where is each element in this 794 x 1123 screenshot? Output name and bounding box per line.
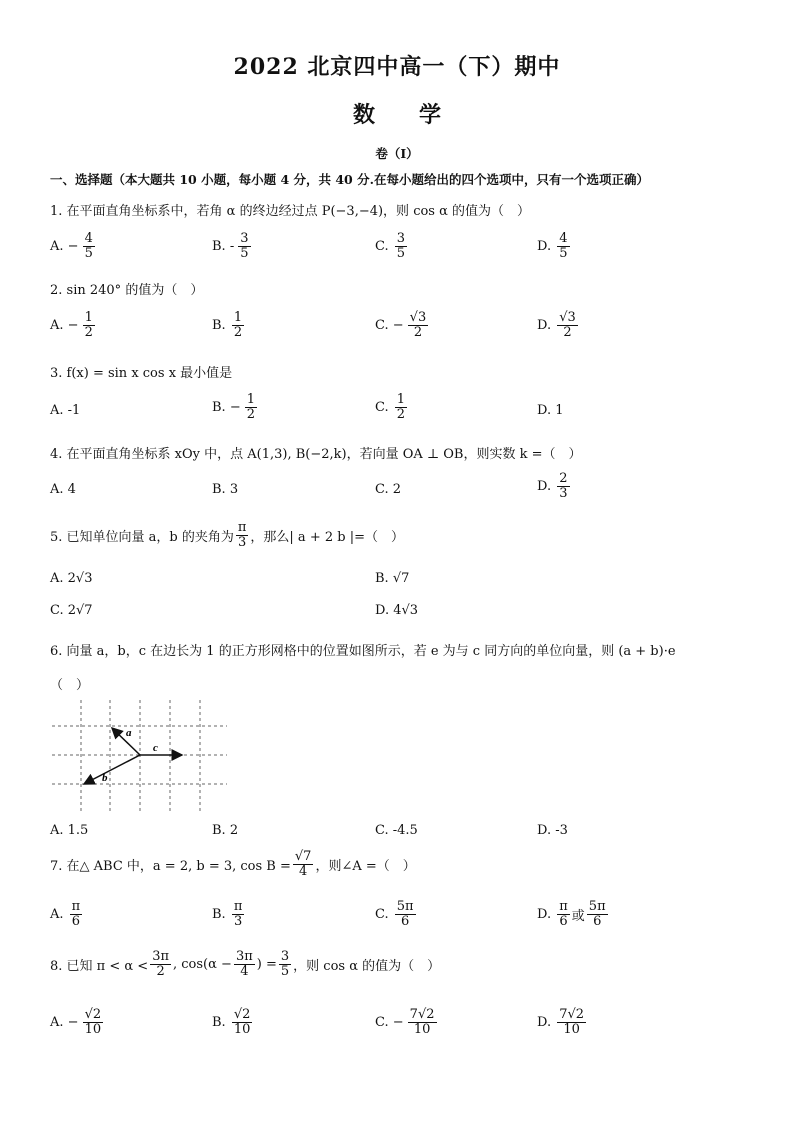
vector-b-arrow	[84, 755, 140, 784]
q5-option-d[interactable]: D. 4√3	[375, 603, 419, 618]
q8-option-c[interactable]: C. − $\frac{7√2}{10}$	[375, 1007, 435, 1037]
q2-option-d[interactable]: D. $\frac{√3}{2}$	[537, 310, 576, 340]
vector-grid-figure	[52, 700, 232, 815]
section-heading: 一、选择题（本大题共 10 小题，每小题 4 分，共 40 分.在每小题给出的四个选项中，只有一个选项正确）	[50, 172, 649, 187]
question-7-stem: 7. 在△ ABC 中，a = 2, b = 3, cos B = $\frac{√7}{4}$ ，则∠A =（ ）	[50, 849, 416, 879]
vector-b-label: b	[102, 772, 108, 784]
q3-option-c[interactable]: C. $\frac{1}{2}$	[375, 392, 406, 422]
q6-option-a[interactable]: A. 1.5	[50, 823, 89, 838]
q1-option-b[interactable]: B. - $\frac{3}{5}$	[212, 231, 249, 261]
q2-option-a[interactable]: A. − $\frac{1}{2}$	[50, 310, 93, 340]
q5-option-b[interactable]: B. √7	[375, 571, 410, 586]
question-6-paren: （ ）	[50, 678, 90, 693]
q7-option-c[interactable]: C. $\frac{5\pi}{6}$	[375, 899, 414, 929]
q2-option-b[interactable]: B. $\frac{1}{2}$	[212, 310, 243, 340]
q3-option-b[interactable]: B. − $\frac{1}{2}$	[212, 392, 256, 422]
vector-a-label: a	[126, 727, 132, 739]
q4-option-d[interactable]: D. $\frac{2}{3}$	[537, 471, 568, 501]
subject-heading	[0, 98, 794, 129]
q2-option-c[interactable]: C. − $\frac{√3}{2}$	[375, 310, 427, 340]
question-4-stem: 4. 在平面直角坐标系 xOy 中，点 A(1,3), B(−2,k)，若向量 OA ⊥ OB，则实数 k =（ ）	[50, 447, 582, 462]
q4-option-c[interactable]: C. 2	[375, 482, 402, 497]
question-3-stem: 3. f(x) = sin x cos x 最小值是	[50, 366, 233, 381]
subject-char-1: 数	[352, 102, 375, 128]
q6-option-b[interactable]: B. 2	[212, 823, 239, 838]
q7-option-a[interactable]: A. $\frac{\pi}{6}$	[50, 899, 81, 929]
question-2-stem: 2. sin 240° 的值为（ ）	[50, 283, 204, 298]
q4-option-b[interactable]: B. 3	[212, 482, 239, 497]
vector-c-label: c	[153, 742, 158, 754]
q7-option-d[interactable]: D. $\frac{\pi}{6}$ 或 $\frac{5\pi}{6}$	[537, 899, 606, 929]
question-5-stem: 5. 已知单位向量 a，b 的夹角为 $\frac{\pi}{3}$ ，那么| a + 2 b |=（ ）	[50, 520, 404, 550]
q3-option-a[interactable]: A. -1	[50, 403, 81, 418]
q7-option-b[interactable]: B. $\frac{\pi}{3}$	[212, 899, 243, 929]
q5-option-c[interactable]: C. 2√7	[50, 603, 93, 618]
q3-option-d[interactable]: D. 1	[537, 403, 564, 418]
subject-char-2: 学	[419, 102, 442, 128]
q8-option-d[interactable]: D. $\frac{7√2}{10}$	[537, 1007, 585, 1037]
q6-option-c[interactable]: C. -4.5	[375, 823, 418, 838]
q1-option-c[interactable]: C. $\frac{3}{5}$	[375, 231, 406, 261]
q8-option-a[interactable]: A. − $\frac{√2}{10}$	[50, 1007, 102, 1037]
page-title: 2022 北京四中高一（下）期中	[233, 54, 561, 80]
q6-option-d[interactable]: D. -3	[537, 823, 568, 838]
q5-option-a[interactable]: A. 2√3	[50, 571, 93, 586]
volume-label: 卷（I）	[375, 146, 419, 161]
q1-option-d[interactable]: D. $\frac{4}{5}$	[537, 231, 568, 261]
q8-option-b[interactable]: B. $\frac{√2}{10}$	[212, 1007, 251, 1037]
q1-option-a[interactable]: A. − $\frac{4}{5}$	[50, 231, 93, 261]
question-1-stem: 1. 在平面直角坐标系中，若角 α 的终边经过点 P(−3,−4)，则 cos α 的值为（ ）	[50, 204, 531, 219]
q4-option-a[interactable]: A. 4	[50, 482, 76, 497]
question-6-stem: 6. 向量 a，b，c 在边长为 1 的正方形网格中的位置如图所示，若 e 为与 c 同方向的单位向量，则 (a + b)·e	[50, 644, 676, 659]
question-8-stem: 8. 已知 π < α < $\frac{3\pi}{2}$ , cos(α − $\frac{3\pi}{4}$ ) = $\frac{3}{5}$ ，则 cos α 的值为（ ）	[50, 949, 441, 979]
